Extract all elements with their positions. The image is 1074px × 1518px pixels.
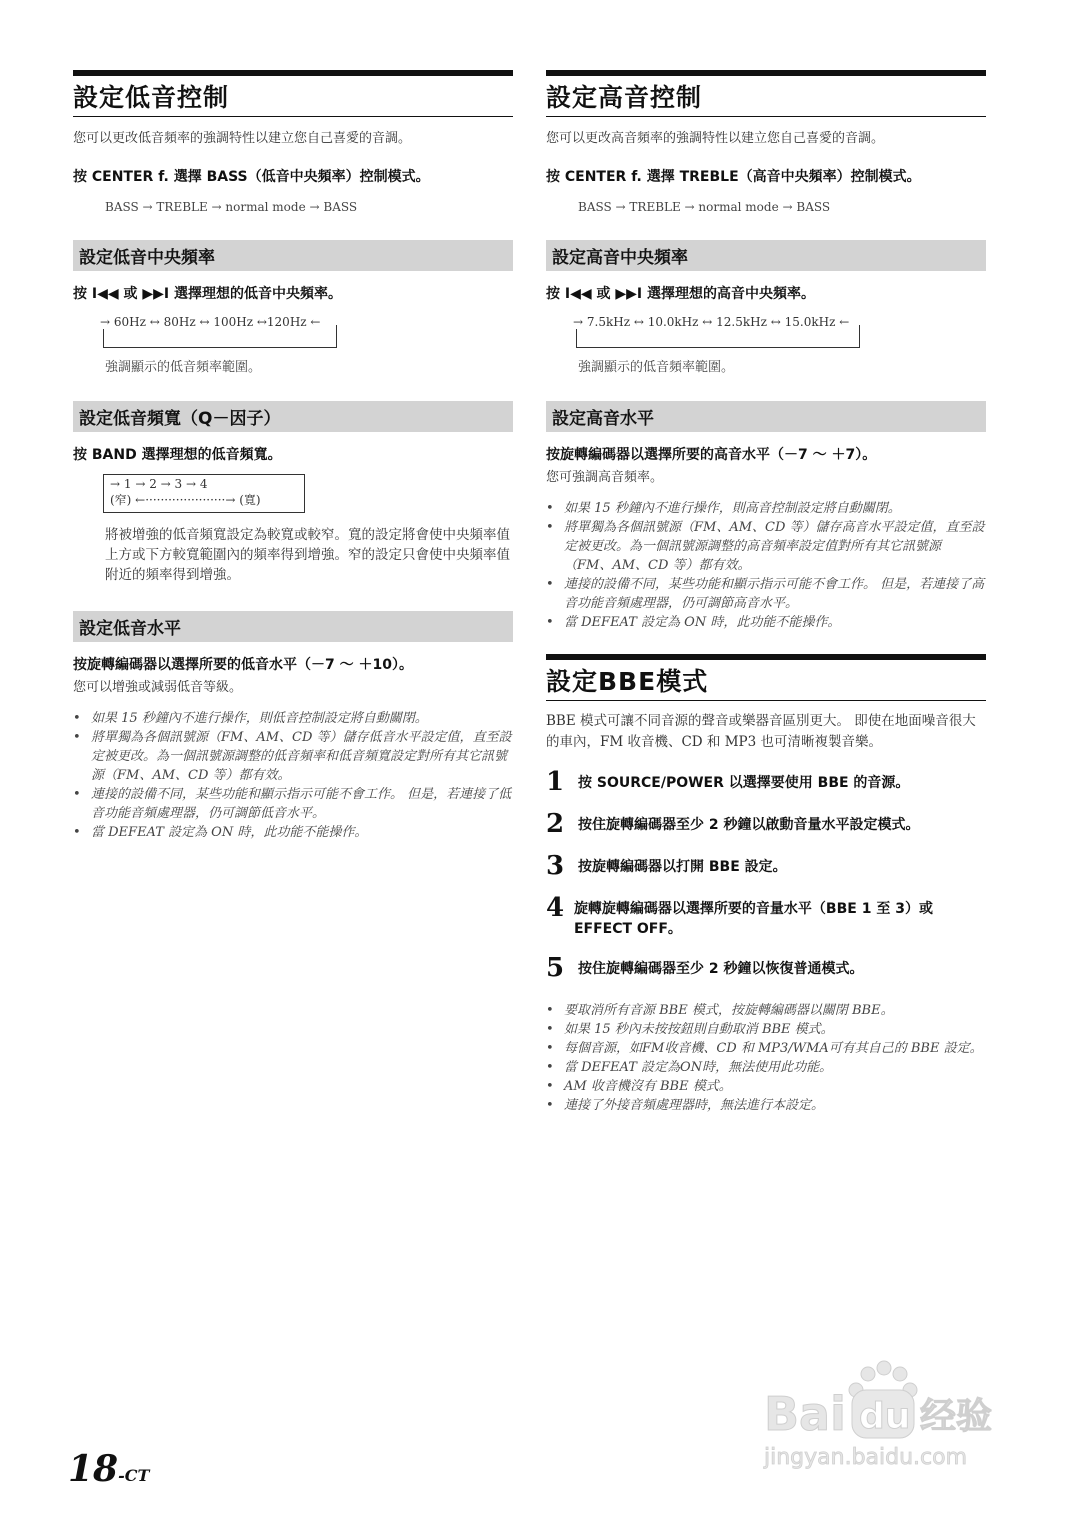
- page-number: 18-CT: [68, 1448, 150, 1490]
- treble-mode-sequence: BASS → TREBLE → normal mode → BASS: [578, 200, 831, 214]
- treble-freq-heading: 設定高音中央頻率: [546, 240, 986, 271]
- baidu-watermark-logo: [760, 1360, 1010, 1480]
- bass-q-row1: → 1 → 2 → 3 → 4: [110, 477, 208, 491]
- bbe-intro: BBE 模式可讓不同音源的聲音或樂器音區別更大。 即使在地面噪音很大的車內，FM 收音機、CD 和 MP3 也可清晰複製音樂。: [546, 713, 976, 750]
- svg-text:jingyan.baidu.com: jingyan.baidu.com: [764, 1445, 968, 1470]
- right-column: [546, 70, 986, 1115]
- treble-intro: 您可以更改高音頻率的強調特性以建立您自己喜愛的音調。: [546, 131, 885, 146]
- bass-q-heading: 設定低音頻寬（Q－因子）: [73, 401, 513, 432]
- page-suffix: -CT: [118, 1466, 150, 1485]
- bbe-step: [546, 769, 986, 795]
- bass-freq-diagram: [100, 315, 337, 348]
- list-item: • AM 收音機沒有 BBE 模式。: [546, 1077, 986, 1096]
- svg-text:Bai: Bai: [764, 1387, 846, 1441]
- list-item: • 將單獨為各個訊號源（FM、AM、CD 等）儲存低音水平設定值，直至設定被更改。為一個訊號源調整的低音頻率和低音頻寬設定對所有其它訊號源（FM、AM、CD 等）都有效。: [73, 728, 513, 785]
- step-number: 2: [546, 809, 565, 839]
- step-text: 按旋轉編碼器以打開 BBE 設定。: [578, 859, 787, 875]
- svg-text:经验: 经验: [920, 1396, 993, 1437]
- list-item: • 要取消所有音源 BBE 模式，按旋轉編碼器以關閉 BBE。: [546, 1001, 986, 1020]
- treble-instruction: 按 CENTER f. 選擇 TREBLE（高音中央頻率）控制模式。: [546, 169, 921, 185]
- step-number: 4: [546, 893, 565, 923]
- bass-freq-instruction: 按 I◀◀ 或 ▶▶I 選擇理想的低音中央頻率。: [73, 286, 342, 302]
- step-text: 按住旋轉編碼器至少 2 秒鐘以恢復普通模式。: [578, 961, 864, 977]
- list-item: • 當 DEFEAT 設定為ON時，無法使用此功能。: [546, 1058, 986, 1077]
- treble-level-heading: 設定高音水平: [546, 401, 986, 432]
- treble-level-instruction: 按旋轉編碼器以選擇所要的高音水平（－7 ～ ＋7）。: [546, 447, 877, 463]
- list-item: • 如果 15 秒鐘內不進行操作，則高音控制設定將自動關閉。: [546, 499, 986, 518]
- svg-text:du: du: [859, 1396, 911, 1437]
- bbe-step: [546, 853, 986, 879]
- bass-q-diagram: [103, 474, 305, 513]
- bass-q-row2: (窄) ←·····················→ (寬): [110, 493, 261, 507]
- bass-intro: 您可以更改低音頻率的強調特性以建立您自己喜愛的音調。: [73, 131, 412, 146]
- left-column: [73, 70, 513, 842]
- bass-level-heading: 設定低音水平: [73, 611, 513, 642]
- bass-notes-list: [73, 709, 513, 842]
- bbe-step: [546, 955, 986, 981]
- list-item: • 每個音源，如FM收音機、CD 和 MP3/WMA可有其自己的 BBE 設定。: [546, 1039, 986, 1058]
- bbe-step: [546, 811, 986, 837]
- bass-q-paragraph: 將被增強的低音頻寬設定為較寬或較窄。寬的設定將會使中央頻率值上方或下方較寬範圍內的頻率得到增強。窄的設定只會使中央頻率值附近的頻率得到增強。: [105, 527, 510, 583]
- step-text: 按住旋轉編碼器至少 2 秒鐘以啟動音量水平設定模式。: [578, 817, 920, 833]
- treble-freq-note: 強調顯示的低音頻率範圍。: [578, 360, 735, 375]
- list-item: • 連接的設備不同，某些功能和顯示指示可能不會工作。 但是，若連接了低音功能音頻處理器，仍可調節低音水平。: [73, 785, 513, 823]
- bass-level-instruction: 按旋轉編碼器以選擇所要的低音水平（－7 ～ ＋10）。: [73, 657, 413, 673]
- bbe-notes-list: [546, 1001, 986, 1115]
- bass-freq-heading: 設定低音中央頻率: [73, 240, 513, 271]
- list-item: • 連接了外接音頻處理器時，無法進行本設定。: [546, 1096, 986, 1115]
- bass-mode-sequence: BASS → TREBLE → normal mode → BASS: [105, 200, 358, 214]
- list-item: • 當 DEFEAT 設定為 ON 時，此功能不能操作。: [546, 613, 986, 632]
- treble-freq-values: → 7.5kHz ↔ 10.0kHz ↔ 12.5kHz ↔ 15.0kHz ←: [573, 315, 853, 329]
- step-number: 5: [546, 953, 565, 983]
- treble-notes-list: [546, 499, 986, 632]
- list-item: • 如果 15 秒內未按按鈕則自動取消 BBE 模式。: [546, 1020, 986, 1039]
- list-item: • 當 DEFEAT 設定為 ON 時，此功能不能操作。: [73, 823, 513, 842]
- bass-control-title: 設定低音控制: [73, 70, 513, 117]
- list-item: • 將單獨為各個訊號源（FM、AM、CD 等）儲存高音水平設定值，直至設定被更改。為一個訊號源調整的高音頻率設定值對所有其它訊號源（FM、AM、CD 等）都有效。: [546, 518, 986, 575]
- treble-freq-instruction: 按 I◀◀ 或 ▶▶I 選擇理想的高音中央頻率。: [546, 286, 815, 302]
- step-number: 1: [546, 767, 565, 797]
- treble-level-sub: 您可強調高音頻率。: [546, 470, 664, 485]
- bass-freq-values: → 60Hz ↔ 80Hz ↔ 100Hz ↔120Hz ←: [100, 315, 324, 329]
- step-text: 旋轉旋轉編碼器以選擇所要的音量水平（BBE 1 至 3）或 EFFECT OFF。: [573, 901, 933, 937]
- step-text: 按 SOURCE/POWER 以選擇要使用 BBE 的音源。: [578, 775, 910, 791]
- list-item: • 如果 15 秒鐘內不進行操作，則低音控制設定將自動關閉。: [73, 709, 513, 728]
- step-number: 3: [546, 851, 565, 881]
- bass-q-instruction: 按 BAND 選擇理想的低音頻寬。: [73, 447, 282, 463]
- bbe-step: [546, 895, 986, 939]
- bbe-mode-title: 設定BBE模式: [546, 654, 986, 701]
- bass-level-sub: 您可以增強或減弱低音等級。: [73, 680, 243, 695]
- bass-instruction: 按 CENTER f. 選擇 BASS（低音中央頻率）控制模式。: [73, 169, 430, 185]
- treble-freq-diagram: [573, 315, 860, 348]
- list-item: • 連接的設備不同，某些功能和顯示指示可能不會工作。 但是，若連接了高音功能音頻處理器，仍可調節高音水平。: [546, 575, 986, 613]
- treble-control-title: 設定高音控制: [546, 70, 986, 117]
- bass-freq-note: 強調顯示的低音頻率範圍。: [105, 360, 262, 375]
